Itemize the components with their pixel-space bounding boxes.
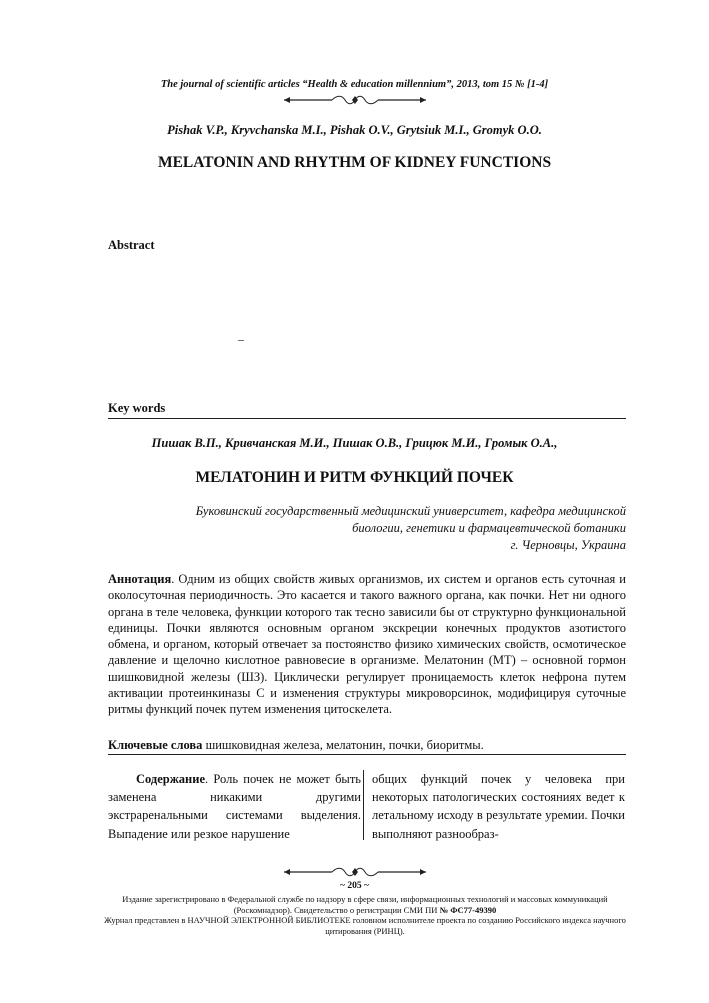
keywords-label-ru: Ключевые слова <box>108 738 203 752</box>
body-right-text: общих функций почек у человека при некоторых патологических состояниях ведет к летальному исходу в результате уремии. Почки выполняют разнообраз- <box>372 772 625 841</box>
russian-title: МЕЛАТОНИН И РИТМ ФУНКЦИЙ ПОЧЕК <box>195 469 514 486</box>
russian-authors: Пишак В.П., Кривчанская М.И., Пишак О.В., Грицюк М.И., Громык О.А., <box>151 436 558 450</box>
section-divider <box>108 418 626 419</box>
body-left-text: . Роль почек не может быть заменена никакими другими экстраренальными системами выделения. Выпадение или резкое нарушение <box>108 772 361 841</box>
keywords-text-ru: шишковидная железа, мелатонин, почки, биоритмы. <box>202 738 484 752</box>
annotation-label: Аннотация <box>108 572 172 586</box>
footer-reg-number: № ФС77-49390 <box>439 904 497 915</box>
affiliation <box>108 503 626 554</box>
affiliation-line-1: Буковинский государственный медицинский университет, кафедра медицинской <box>195 504 626 518</box>
body-column-right <box>372 770 625 843</box>
footer-ornament-icon <box>282 866 428 878</box>
content-label: Содержание <box>136 772 206 786</box>
english-title: MELATONIN AND RHYTHM OF KIDNEY FUNCTIONS <box>157 154 552 171</box>
annotation-paragraph <box>108 571 626 718</box>
annotation-text: . Одним из общих свойств живых организмов, их систем и органов есть суточная и околосуточная периодичность. Это касается и такого важного органа, как почки. Нет ни одного органа в теле человека, функции которого так тесно зависили бы от структурно функциональной единицы. Почки являются основным органом экскреции конечных продуктов азотистого обмена, и органом, который отвечает за постоянство физико химических свойств, осмотическое давление и щелочно кислотное равновесие в организме. Мелатонин (МТ) – основной гормон шишковидной железы (ШЗ). Циклически регулирует проницаемость клеток нефрона путем активации протеинкиназы С и изменения структуры микроворсинок, модифицируя суточные ритмы функций почек путем изменения цитоскелета. <box>108 572 626 717</box>
keywords-heading-en: Key words <box>108 401 166 415</box>
page-number: ~ 205 ~ <box>340 881 369 891</box>
abstract-heading: Abstract <box>108 238 155 252</box>
english-authors: Pishak V.P., Kryvchanska M.I., Pishak O.V., Grytsiuk M.I., Gromyk O.O. <box>167 123 542 137</box>
footer-line-2: Журнал представлен в НАУЧНОЙ ЭЛЕКТРОННОЙ БИБЛИОТЕКЕ головном исполнителе проекта по созданию Российского индекса научного цитирования (РИНЦ). <box>104 915 626 936</box>
affiliation-line-3: г. Черновцы, Украина <box>510 538 626 552</box>
affiliation-line-2: биологии, генетики и фармацевтической ботаники <box>352 521 626 535</box>
keywords-line-ru <box>108 737 626 753</box>
footer-notice <box>100 894 630 936</box>
header-ornament-icon <box>282 94 428 106</box>
stray-dash: – <box>238 332 244 346</box>
column-divider <box>363 770 364 840</box>
journal-header: The journal of scientific articles “Health & education millennium”, 2013, tom 15 № [1-4] <box>160 79 549 90</box>
footer-line-1: Издание зарегистрировано в Федеральной службе по надзору в сфере связи, информационных технологий и массовых коммуникаций (Роскомнадзор). Свидетельство о регистрации СМИ ПИ <box>122 894 608 915</box>
body-column-left <box>108 770 361 843</box>
keywords-divider <box>108 754 626 755</box>
